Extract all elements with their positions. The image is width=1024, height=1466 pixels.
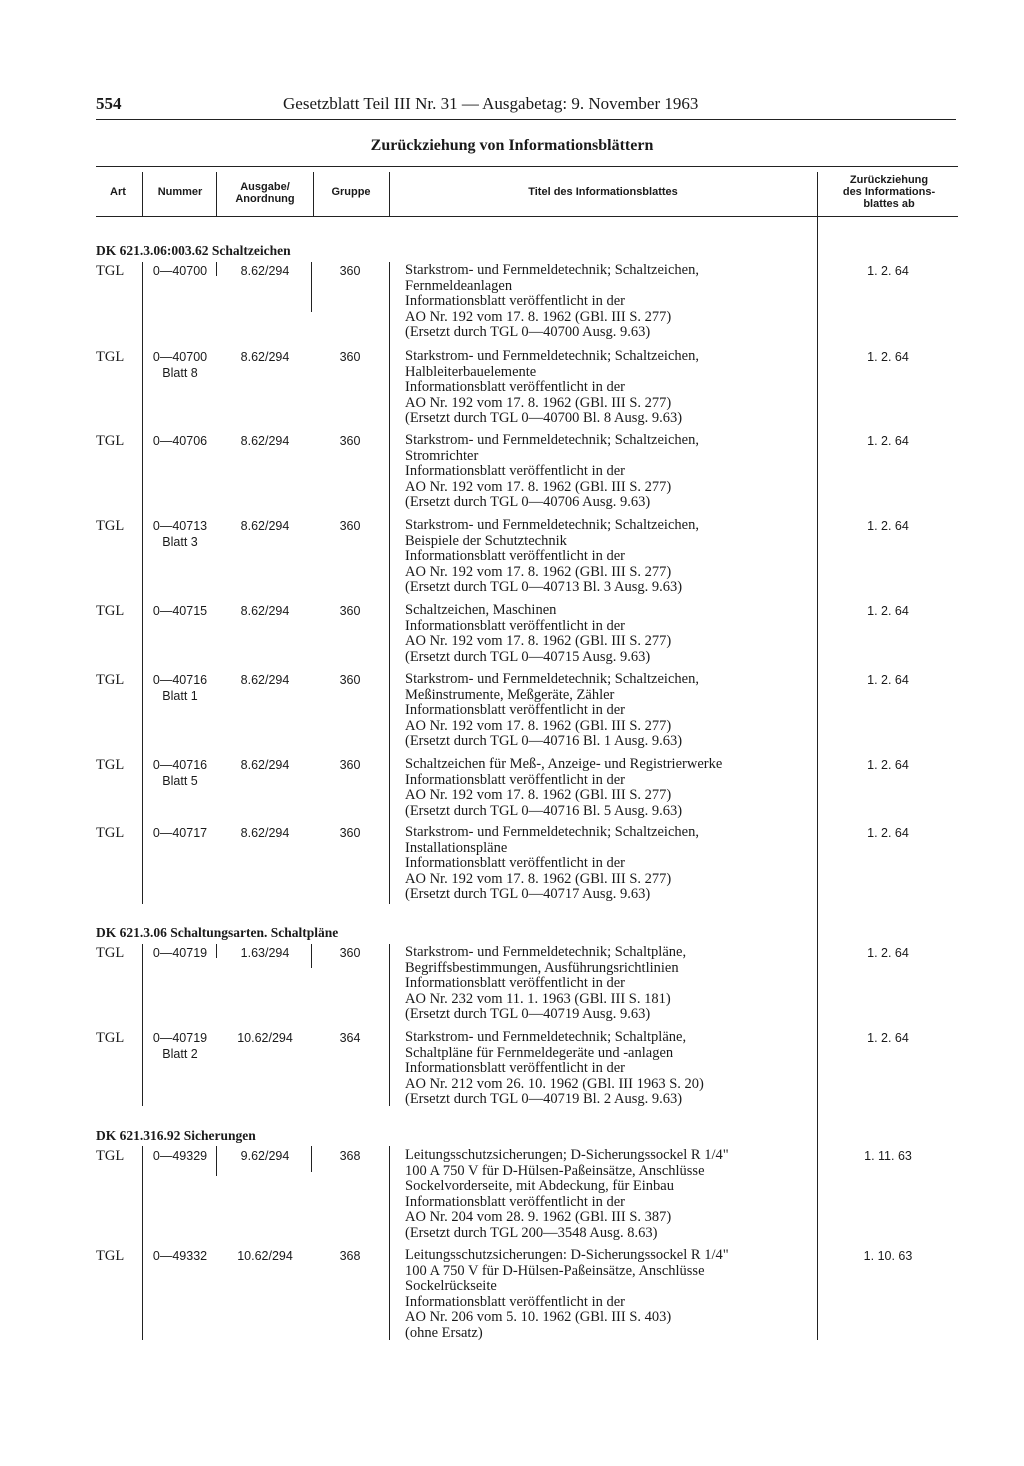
titel-line: Schaltpläne für Fernmeldegeräte und -anlagen — [405, 1044, 674, 1061]
row-titel — [405, 1148, 815, 1241]
row-ausgabe: 1.63/294 — [240, 946, 290, 960]
column-divider — [311, 944, 312, 968]
row-nummer — [148, 1031, 212, 1062]
row-gruppe: 360 — [339, 264, 361, 278]
titel-line: (Ersetzt durch TGL 0—40700 Bl. 8 Ausg. 9.63) — [405, 410, 683, 426]
header-rule — [96, 119, 956, 120]
titel-line: AO Nr. 192 vom 17. 8. 1962 (GBl. III S. 277) — [405, 633, 672, 649]
row-ausgabe: 8.62/294 — [240, 826, 290, 840]
column-divider — [216, 172, 217, 216]
nummer-line: 0—40717 — [152, 826, 208, 840]
row-gruppe: 368 — [339, 1149, 361, 1163]
row-titel — [405, 945, 815, 1023]
row-titel — [405, 1248, 815, 1341]
nummer-line: 0—40716 — [152, 758, 208, 772]
titel-line: Informationsblatt veröffentlicht in der — [405, 548, 625, 564]
titel-line: Meßinstrumente, Meßgeräte, Zähler — [405, 686, 615, 703]
titel-line: Beispiele der Schutztechnik — [405, 532, 567, 549]
nummer-line: Blatt 3 — [162, 534, 198, 549]
row-zurueckziehung: 1. 11. 63 — [864, 1149, 912, 1163]
column-header-ausgabe — [219, 181, 311, 205]
row-art: TGL — [96, 1030, 125, 1046]
column-header-titel: Titel des Informationsblattes — [528, 186, 678, 198]
row-art: TGL — [96, 263, 125, 279]
column-divider — [389, 172, 390, 216]
column-divider — [817, 172, 818, 216]
row-ausgabe: 9.62/294 — [240, 1149, 290, 1163]
row-art: TGL — [96, 945, 125, 961]
row-nummer — [148, 673, 212, 704]
titel-line: Starkstrom- und Fernmeldetechnik; Schaltpläne, — [405, 1029, 687, 1045]
titel-line: Informationsblatt veröffentlicht in der — [405, 617, 625, 634]
row-titel — [405, 1030, 815, 1108]
nummer-line: 0—40700 — [152, 264, 208, 278]
row-art: TGL — [96, 757, 125, 773]
nummer-line: 0—40713 — [152, 519, 208, 533]
row-titel — [405, 263, 815, 341]
row-zurueckziehung: 1. 2. 64 — [867, 946, 909, 960]
table-top-rule — [96, 166, 958, 167]
titel-line: AO Nr. 192 vom 17. 8. 1962 (GBl. III S. 277) — [405, 717, 672, 734]
row-zurueckziehung: 1. 10. 63 — [863, 1249, 913, 1263]
row-nummer — [148, 826, 212, 842]
titel-line: Starkstrom- und Fernmeldetechnik; Schaltzeichen, — [405, 517, 699, 533]
titel-line: Informationsblatt veröffentlicht in der — [405, 293, 625, 309]
row-ausgabe: 8.62/294 — [240, 758, 290, 772]
row-nummer — [148, 604, 212, 620]
column-divider — [389, 1146, 390, 1340]
column-header-line: des Informations- — [842, 186, 936, 198]
titel-line: Informationsblatt veröffentlicht in der — [405, 1060, 625, 1076]
titel-line: Fernmeldeanlagen — [405, 277, 513, 294]
column-header-line: blattes ab — [863, 198, 915, 210]
column-divider — [216, 262, 217, 276]
row-gruppe: 368 — [339, 1249, 361, 1263]
row-zurueckziehung: 1. 2. 64 — [867, 350, 909, 364]
section-heading: DK 621.3.06:003.62 Schaltzeichen — [96, 243, 291, 258]
titel-line: AO Nr. 192 vom 17. 8. 1962 (GBl. III S. 277) — [405, 308, 672, 325]
page-header: Gesetzblatt Teil III Nr. 31 — Ausgabetag: 9. November 1963 — [283, 94, 699, 113]
titel-line: Leitungsschutzsicherungen; D-Sicherungssockel R 1/4" — [405, 1147, 729, 1163]
titel-line: Halbleiterbauelemente — [405, 363, 537, 380]
nummer-line: 0—49332 — [152, 1249, 208, 1263]
row-gruppe: 360 — [339, 519, 361, 533]
titel-line: Informationsblatt veröffentlicht in der — [405, 771, 625, 788]
titel-line: Starkstrom- und Fernmeldetechnik; Schaltpläne, — [405, 944, 687, 960]
titel-line: (Ersetzt durch TGL 0—40719 Ausg. 9.63) — [405, 1006, 651, 1022]
titel-line: (Ersetzt durch TGL 0—40713 Bl. 3 Ausg. 9.63) — [405, 579, 683, 595]
titel-line: 100 A 750 V für D-Hülsen-Paßeinsätze, Anschlüsse — [405, 1162, 705, 1179]
row-gruppe: 360 — [339, 758, 361, 772]
titel-line: Informationsblatt veröffentlicht in der — [405, 379, 625, 395]
titel-line: (ohne Ersatz) — [405, 1324, 483, 1341]
column-divider — [216, 944, 217, 958]
titel-line: Informationsblatt veröffentlicht in der — [405, 855, 625, 871]
row-ausgabe: 8.62/294 — [240, 673, 290, 687]
row-gruppe: 360 — [339, 350, 361, 364]
titel-line: Informationsblatt veröffentlicht in der — [405, 702, 625, 718]
row-art: TGL — [96, 672, 125, 688]
titel-line: Starkstrom- und Fernmeldetechnik; Schaltzeichen, — [405, 671, 699, 687]
row-gruppe: 360 — [339, 826, 361, 840]
titel-line: Informationsblatt veröffentlicht in der — [405, 1293, 625, 1310]
nummer-line: 0—40716 — [152, 673, 208, 687]
titel-line: AO Nr. 232 vom 11. 1. 1963 (GBl. III S. 181) — [405, 990, 671, 1007]
titel-line: (Ersetzt durch TGL 0—40716 Bl. 1 Ausg. 9.63) — [405, 733, 683, 749]
column-divider — [142, 172, 143, 216]
row-ausgabe: 8.62/294 — [240, 604, 290, 618]
titel-line: Schaltzeichen für Meß-, Anzeige- und Registrierwerke — [405, 756, 723, 772]
nummer-line: 0—49329 — [152, 1149, 208, 1163]
row-art: TGL — [96, 1248, 125, 1264]
row-gruppe: 360 — [339, 673, 361, 687]
nummer-line: 0—40700 — [152, 350, 208, 364]
titel-line: Starkstrom- und Fernmeldetechnik; Schaltzeichen, — [405, 824, 699, 840]
row-titel — [405, 518, 815, 596]
row-nummer — [148, 264, 212, 280]
titel-line: Informationsblatt veröffentlicht in der — [405, 1193, 625, 1210]
titel-line: (Ersetzt durch TGL 0—40700 Ausg. 9.63) — [405, 324, 651, 340]
nummer-line: 0—40715 — [152, 604, 208, 618]
column-header-nummer: Nummer — [157, 186, 203, 198]
titel-line: AO Nr. 192 vom 17. 8. 1962 (GBl. III S. 277) — [405, 563, 672, 580]
row-gruppe: 360 — [339, 434, 361, 448]
section-heading: DK 621.3.06 Schaltungsarten. Schaltpläne — [96, 925, 339, 940]
titel-line: Stromrichter — [405, 447, 479, 464]
row-zurueckziehung: 1. 2. 64 — [867, 826, 909, 840]
titel-line: (Ersetzt durch TGL 0—40719 Bl. 2 Ausg. 9.63) — [405, 1091, 683, 1107]
page-title: Zurückziehung von Informationsblättern — [370, 137, 654, 154]
row-nummer — [148, 758, 212, 789]
row-zurueckziehung: 1. 2. 64 — [867, 434, 909, 448]
nummer-line: Blatt 5 — [162, 773, 198, 788]
titel-line: AO Nr. 212 vom 26. 10. 1962 (GBl. III 1963 S. 20) — [405, 1075, 704, 1092]
column-divider — [389, 262, 390, 904]
column-header-art: Art — [110, 186, 126, 198]
column-header-line: Anordnung — [235, 193, 295, 205]
row-zurueckziehung: 1. 2. 64 — [867, 758, 909, 772]
section-heading: DK 621.316.92 Sicherungen — [96, 1128, 256, 1143]
row-zurueckziehung: 1. 2. 64 — [867, 673, 909, 687]
column-divider — [311, 1146, 312, 1172]
row-art: TGL — [96, 1148, 125, 1164]
titel-line: (Ersetzt durch TGL 0—40706 Ausg. 9.63) — [405, 494, 651, 510]
titel-line: AO Nr. 206 vom 5. 10. 1962 (GBl. III S. 403) — [405, 1309, 672, 1325]
table-header-rule — [96, 216, 958, 217]
row-nummer — [148, 519, 212, 550]
row-zurueckziehung: 1. 2. 64 — [867, 264, 909, 278]
column-divider — [311, 262, 312, 312]
titel-line: (Ersetzt durch TGL 0—40715 Ausg. 9.63) — [405, 648, 651, 665]
row-zurueckziehung: 1. 2. 64 — [867, 1031, 909, 1045]
row-art: TGL — [96, 825, 125, 841]
row-titel — [405, 603, 815, 665]
nummer-line: 0—40719 — [152, 1031, 208, 1045]
nummer-line: Blatt 1 — [162, 688, 198, 703]
titel-line: (Ersetzt durch TGL 0—40716 Bl. 5 Ausg. 9.63) — [405, 802, 683, 819]
row-nummer — [148, 350, 212, 381]
row-ausgabe: 8.62/294 — [240, 264, 290, 278]
nummer-line: 0—40706 — [152, 434, 208, 448]
row-nummer — [148, 1249, 212, 1265]
titel-line: Sockelvorderseite, mit Abdeckung, für Einbau — [405, 1178, 674, 1194]
row-art: TGL — [96, 518, 125, 534]
titel-line: AO Nr. 192 vom 17. 8. 1962 (GBl. III S. 277) — [405, 478, 672, 495]
titel-line: Schaltzeichen, Maschinen — [405, 602, 557, 618]
row-nummer — [148, 434, 212, 450]
row-gruppe: 364 — [339, 1031, 361, 1045]
row-ausgabe: 10.62/294 — [237, 1249, 293, 1263]
row-titel — [405, 349, 815, 427]
column-divider — [142, 1146, 143, 1340]
titel-line: Informationsblatt veröffentlicht in der — [405, 975, 625, 991]
nummer-line: 0—40719 — [152, 946, 208, 960]
titel-line: Leitungsschutzsicherungen: D-Sicherungssockel R 1/4" — [405, 1247, 729, 1263]
titel-line: Informationsblatt veröffentlicht in der — [405, 463, 625, 479]
row-ausgabe: 8.62/294 — [240, 519, 290, 533]
row-titel — [405, 672, 815, 750]
titel-line: Begriffsbestimmungen, Ausführungsrichtlinien — [405, 959, 679, 976]
titel-line: AO Nr. 192 vom 17. 8. 1962 (GBl. III S. 277) — [405, 870, 672, 887]
titel-line: Starkstrom- und Fernmeldetechnik; Schaltzeichen, — [405, 348, 699, 364]
column-divider — [389, 944, 390, 1106]
titel-line: Starkstrom- und Fernmeldetechnik; Schaltzeichen, — [405, 432, 699, 448]
column-divider — [142, 262, 143, 904]
titel-line: Starkstrom- und Fernmeldetechnik; Schaltzeichen, — [405, 262, 699, 278]
titel-line: AO Nr. 204 vom 28. 9. 1962 (GBl. III S. 387) — [405, 1209, 672, 1225]
column-divider — [142, 944, 143, 1106]
row-zurueckziehung: 1. 2. 64 — [867, 604, 909, 618]
titel-line: (Ersetzt durch TGL 200—3548 Ausg. 8.63) — [405, 1224, 658, 1241]
row-titel — [405, 825, 815, 903]
row-gruppe: 360 — [339, 946, 361, 960]
column-divider — [817, 216, 818, 1340]
titel-line: (Ersetzt durch TGL 0—40717 Ausg. 9.63) — [405, 886, 651, 902]
row-titel — [405, 433, 815, 511]
row-art: TGL — [96, 433, 125, 449]
row-art: TGL — [96, 349, 125, 365]
column-header-gruppe: Gruppe — [331, 186, 371, 198]
row-nummer — [148, 946, 212, 962]
column-divider — [313, 172, 314, 216]
column-divider — [216, 1146, 217, 1176]
row-zurueckziehung: 1. 2. 64 — [867, 519, 909, 533]
titel-line: 100 A 750 V für D-Hülsen-Paßeinsätze, Anschlüsse — [405, 1262, 705, 1279]
row-nummer — [148, 1149, 212, 1165]
nummer-line: Blatt 8 — [162, 365, 198, 380]
titel-line: AO Nr. 192 vom 17. 8. 1962 (GBl. III S. 277) — [405, 394, 672, 411]
titel-line: Installationspläne — [405, 839, 508, 856]
column-header-line: Zurückziehung — [849, 174, 929, 186]
nummer-line: Blatt 2 — [162, 1046, 198, 1061]
row-art: TGL — [96, 603, 125, 619]
page-number: 554 — [96, 94, 122, 113]
titel-line: AO Nr. 192 vom 17. 8. 1962 (GBl. III S. 277) — [405, 787, 672, 803]
row-ausgabe: 8.62/294 — [240, 434, 290, 448]
row-titel — [405, 757, 815, 819]
column-header-line: Ausgabe/ — [240, 181, 290, 193]
row-gruppe: 360 — [339, 604, 361, 618]
row-ausgabe: 10.62/294 — [237, 1031, 293, 1045]
row-ausgabe: 8.62/294 — [240, 350, 290, 364]
titel-line: Sockelrückseite — [405, 1278, 497, 1294]
column-header-zurueckziehung — [820, 174, 958, 210]
